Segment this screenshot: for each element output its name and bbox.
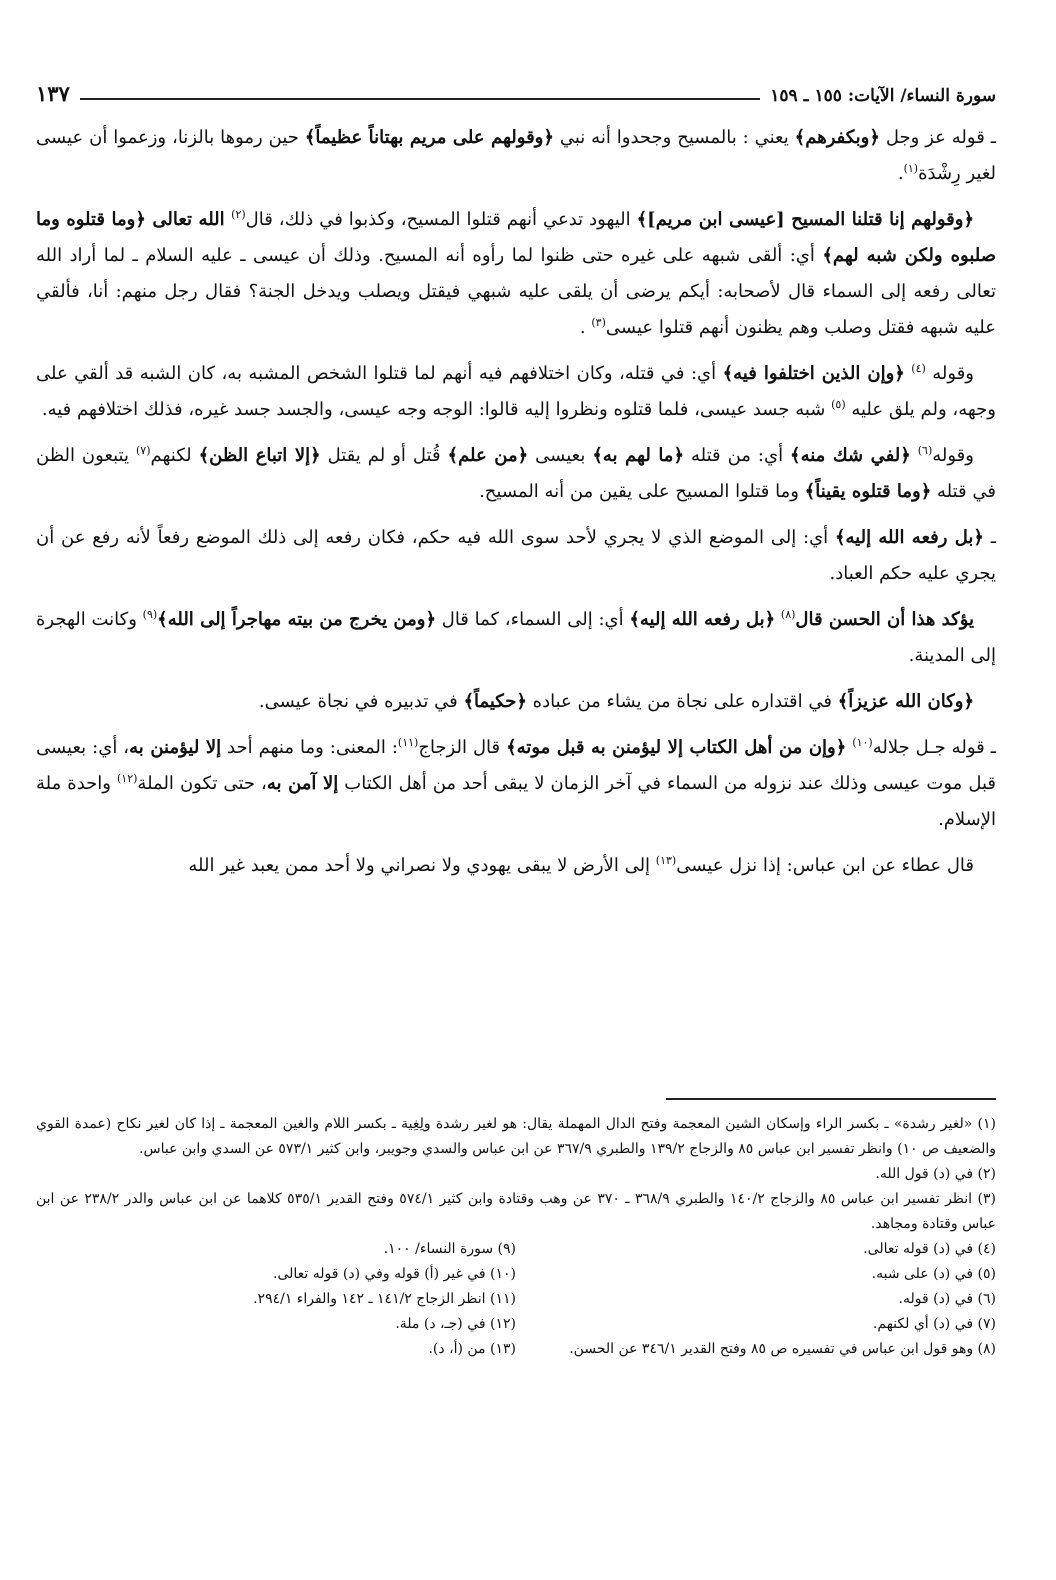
surah-title: سورة النساء/ الآيات: ١٥٥ ـ ١٥٩ xyxy=(770,86,996,106)
footnote-ref: (٨) xyxy=(780,608,796,621)
main-text xyxy=(36,120,996,894)
text-run xyxy=(911,445,918,466)
quran-quote: ﴿لفي شك منه﴾ xyxy=(790,445,911,466)
quran-quote: ﴿وإن الذين اختلفوا فيه﴾ xyxy=(722,363,905,384)
footnote-ref: (١٣) xyxy=(655,854,677,867)
text-run: لكنهم xyxy=(150,445,199,466)
footnote-11: (١١) انظر الزجاج ١٤١/٢ ـ ١٤٢ والفراء ٢٩٤/١. xyxy=(253,1291,516,1307)
footnote-3: (٣) انظر تفسير ابن عباس ٨٥ والزجاج ١٤٠/٢ والطبري ٣٦٨/٩ ـ ٣٧٠ عن وهب وقتادة وابن كثير ٥٧٤/١ وفتح القدير ٥٣٥/١ كلاهما عن ابن عباس والدر ٢٣٨/٢ عن ابن عباس وقتادة ومجاهد. xyxy=(36,1191,996,1232)
footnote-13: (١٣) من (أ، د). xyxy=(428,1341,516,1357)
text-run: إلا آمن به xyxy=(266,773,339,794)
text-run: . xyxy=(579,317,592,338)
paragraph-6 xyxy=(36,602,996,674)
quran-quote: ﴿ما لهم به﴾ xyxy=(592,445,684,466)
text-run: أي: إلى الموضع الذي لا يجري لأحد سوى الله فيه حكم، فكان رفعه إلى ذلك الموضع رفعاً لأنه رفع عن أن يجري عليه حكم العباد. xyxy=(36,527,996,584)
text-run: أي: من قتله xyxy=(684,445,791,466)
text-run: وقوله xyxy=(925,363,974,384)
footnote-ref: (٥) xyxy=(831,398,846,411)
footnote-ref: (٩) xyxy=(142,608,158,621)
text-run: ـ قوله جـل جلاله xyxy=(872,737,996,758)
quran-quote: ﴿من علم﴾ xyxy=(447,445,529,466)
paragraph-8 xyxy=(36,730,996,838)
text-run: حين رموها بالزنا، وزعموا أن عيسى لغير رِشْدَة xyxy=(36,127,996,184)
text-run: إلى الأرض لا يبقى يهودي ولا نصراني ولا أحد ممن يعبد غير الله xyxy=(188,855,656,876)
quran-quote: ﴿وكان الله عزيزاً﴾ xyxy=(837,691,974,712)
text-run: إلا ليؤمنن به xyxy=(129,737,222,758)
footnote-ref: (١) xyxy=(903,162,919,175)
footnote-10: (١٠) في غير (أ) قوله وفي (د) قوله تعالى. xyxy=(273,1266,516,1282)
header-rule xyxy=(80,98,760,100)
page-number: ١٣٧ xyxy=(36,81,70,106)
text-run: ، أي: بعيسى قبل موت عيسى وذلك عند نزوله من السماء في آخر الزمان لا يبقى أحد من أهل الكتاب xyxy=(36,737,996,794)
text-run: اليهود تدعي أنهم قتلوا المسيح، وكذبوا في ذلك، قال xyxy=(245,209,637,230)
text-run: الله تعالى xyxy=(145,209,232,230)
text-run: ، حتى تكون الملة xyxy=(137,773,267,794)
footnote-9: (٩) سورة النساء/ ١٠٠. xyxy=(383,1241,516,1257)
quran-quote: ﴿وإن من أهل الكتاب إلا ليؤمنن به قبل موته﴾ xyxy=(506,737,847,758)
quran-quote: ﴿وقولهم على مريم بهتاناً عظيماً﴾ xyxy=(304,127,554,148)
text-run: واحدة ملة الإسلام. xyxy=(36,773,996,830)
paragraph-9 xyxy=(36,848,996,884)
footnote-columns xyxy=(36,1237,996,1362)
paragraph-2 xyxy=(36,202,996,346)
footnote-6: (٦) في (د) قوله. xyxy=(898,1291,996,1307)
text-run: . xyxy=(897,163,904,184)
text-run: يتبعون الظن في قتله xyxy=(36,445,996,502)
quran-quote: ﴿حكيماً﴾ xyxy=(463,691,527,712)
footnote-4: (٤) في (د) قوله تعالى. xyxy=(863,1241,996,1257)
footnotes xyxy=(36,1112,996,1362)
text-run: ـ قوله عز وجل xyxy=(879,127,996,148)
paragraph-5 xyxy=(36,520,996,592)
footnote-ref: (٧) xyxy=(135,444,151,457)
text-run: يعني : بالمسيح وجحدوا أنه نبي xyxy=(553,127,795,148)
footnote-ref: (٢) xyxy=(231,208,246,221)
text-run: : المعنى: وما منهم أحد xyxy=(221,737,398,758)
footnote-ref: (٤) xyxy=(911,362,926,375)
text-run: أي: إلى السماء، كما قال xyxy=(436,609,630,630)
quran-quote: ﴿بل رفعه الله إليه﴾ xyxy=(834,527,984,548)
text-run: وما قتلوا المسيح على يقين من أنه المسيح. xyxy=(479,481,805,502)
quran-quote: ﴿وقولهم إنا قتلنا المسيح [عيسى ابن مريم]﴾ xyxy=(636,209,974,230)
text-run: في تدبيره في نجاة عيسى. xyxy=(258,691,464,712)
text-run: قال الزجاج xyxy=(418,737,507,758)
text-run: شبه جسد عيسى، فلما قتلوه ونظروا إليه قالوا: الوجه وجه عيسى، والجسد جسد غيره، فذلك اختلافهم فيه. xyxy=(41,399,832,420)
text-run: أي: في قتله، وكان اختلافهم فيه أنهم لما قتلوا الشخص المشبه به، كان الشبه قد ألقي على وجهه، ولم يلق عليه xyxy=(36,363,996,420)
quran-quote: ﴿وما قتلوه يقيناً﴾ xyxy=(804,481,932,502)
footnote-ref: (١١) xyxy=(397,736,419,749)
quran-quote: ﴿وبكفرهم﴾ xyxy=(794,127,880,148)
footnote-2: (٢) في (د) قول الله. xyxy=(875,1166,996,1182)
paragraph-3 xyxy=(36,356,996,428)
footnote-ref: (١٢) xyxy=(117,772,138,785)
paragraph-4 xyxy=(36,438,996,510)
footnote-column-right xyxy=(516,1237,996,1362)
quran-quote: ﴿بل رفعه الله إليه﴾ xyxy=(629,609,776,630)
footnote-column-left xyxy=(36,1237,516,1362)
footnote-8: (٨) وهو قول ابن عباس في تفسيره ص ٨٥ وفتح القدير ٣٤٦/١ عن الحسن. xyxy=(569,1341,996,1357)
text-run: قُتل أو لم يقتل xyxy=(320,445,448,466)
footnote-12: (١٢) في (جـ، د) ملة. xyxy=(395,1316,516,1332)
text-run: في اقتداره على نجاة من يشاء من عباده xyxy=(526,691,838,712)
footnote-5: (٥) في (د) على شبه. xyxy=(871,1266,996,1282)
paragraph-1 xyxy=(36,120,996,192)
footnote-7: (٧) في (د) أي لكنهم. xyxy=(872,1316,996,1332)
text-run: وقوله xyxy=(932,445,974,466)
text-run: يؤكد هذا أن الحسن قال xyxy=(795,609,975,630)
text-run: وكانت الهجرة إلى المدينة. xyxy=(36,609,996,666)
footnote-ref: (٣) xyxy=(591,316,606,329)
text-run: قال عطاء عن ابن عباس: إذا نزل عيسى xyxy=(676,855,974,876)
footnote-1: (١) «لغير رشدة» ـ بكسر الراء وإسكان الشين المعجمة وفتح الدال المهملة يقال: هو لغير رشدة ولِغِية ـ بكسر اللام والغين المعجمة ـ إذا كان لغير نكاح (عمدة القوي والضعيف ص ١٠) وانظر تفسير ابن عباس ٨٥ والزجاج ١٣٩/٢ والطبري ٣٦٧/٩ عن ابن عباس والسدي وجويبر، وابن كثير ٥٧٣/١ عن السدي وابن عباس. xyxy=(36,1116,996,1157)
text-run: ـ xyxy=(983,527,997,548)
footnote-ref: (٦) xyxy=(917,444,933,457)
quran-quote: ﴿وما قتلوه وما صلبوه ولكن شبه لهم﴾ xyxy=(36,209,996,266)
quran-quote: ﴿ومن يخرج من بيته مهاجراً إلى الله﴾ xyxy=(157,609,437,630)
quran-quote: ﴿إلا اتباع الظن﴾ xyxy=(198,445,321,466)
running-header xyxy=(36,66,996,106)
text-run: أي: ألقى شبهه على غيره حتى ظنوا لما رأوه أنه المسيح. وذلك أن عيسى ـ عليه السلام ـ لما أراد الله تعالى رفعه إلى السماء قال لأصحابه: أيكم يرضى أن يلقى عليه شبهي فيقتل ويصلب ويدخل الجنة؟ فقال رجل منهم: أنا، فألقي عليه شبهه فقتل وصلب وهم يظنون أنهم قتلوا عيسى xyxy=(36,245,996,338)
paragraph-7 xyxy=(36,684,996,720)
footnote-separator xyxy=(666,1098,996,1100)
text-run: بعيسى xyxy=(528,445,593,466)
footnote-ref: (١٠) xyxy=(852,736,873,749)
